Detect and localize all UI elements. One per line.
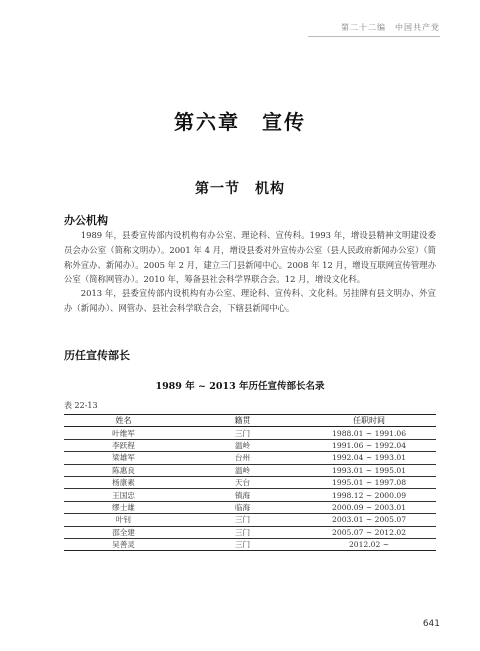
cell-term: 2005.07 ~ 2012.02 [302, 526, 436, 538]
cell-name: 缪士雄 [64, 501, 183, 513]
cell-origin: 温岭 [183, 464, 302, 476]
cell-name: 李跃程 [64, 439, 183, 451]
table-row [64, 464, 436, 476]
column-header-name: 姓名 [64, 415, 183, 427]
cell-term: 1988.01 ~ 1991.06 [302, 427, 436, 439]
table-number: 表 22-13 [64, 401, 98, 410]
cell-term: 1993.01 ~ 1995.01 [302, 464, 436, 476]
cell-origin: 临海 [183, 501, 302, 513]
paragraph-1 [64, 228, 436, 287]
table-row [64, 538, 436, 550]
cell-origin: 三门 [183, 538, 302, 550]
ministers-table [64, 414, 436, 551]
cell-name: 叶钊 [64, 514, 183, 526]
cell-name: 叶维军 [64, 427, 183, 439]
subhead-ministers: 历任宣传部长 [64, 349, 130, 362]
cell-name: 梁雄军 [64, 452, 183, 464]
page-number: 641 [422, 619, 440, 629]
cell-origin: 温岭 [183, 439, 302, 451]
paragraph-2 [64, 286, 436, 316]
table-title: 1989 年 ~ 2013 年历任宣传部长名录 [155, 381, 325, 392]
subhead-office: 办公机构 [64, 214, 108, 227]
table-header-row [64, 415, 436, 427]
cell-origin: 镇海 [183, 489, 302, 501]
cell-origin: 天台 [183, 476, 302, 488]
cell-term: 2000.09 ~ 2003.01 [302, 501, 436, 513]
cell-term: 1998.12 ~ 2000.09 [302, 489, 436, 501]
cell-term: 2003.01 ~ 2005.07 [302, 514, 436, 526]
table-row [64, 514, 436, 526]
cell-origin: 三门 [183, 514, 302, 526]
running-head: 第二十二编 中国共产党 [341, 23, 440, 32]
cell-term: 1992.04 ~ 1993.01 [302, 452, 436, 464]
table-row [64, 476, 436, 488]
cell-name: 吴善灵 [64, 538, 183, 550]
table-row [64, 439, 436, 451]
section-title: 第一节 机构 [195, 181, 285, 197]
paragraph-text: 1989 年，县委宣传部内设机构有办公室、理论科、宣传科。1993 年，增设县精神文明建设委员会办公室（简称文明办）。2001 年 4 月，增设县委对外宣传办公室（县人民政府新闻办公室）（简称外宣办、新闻办）。2005 年 2 月，建立三门县新闻中心。2008 年 12 月，增设互联网宣传管理办公室（简称网管办）。2010 年，筹备县社会科学界联合会。12 月，增设文化科。 [64, 230, 436, 285]
cell-term: 2012.02 ~ [302, 538, 436, 550]
cell-term: 1995.01 ~ 1997.08 [302, 476, 436, 488]
cell-origin: 三门 [183, 427, 302, 439]
cell-origin: 三门 [183, 526, 302, 538]
table-row [64, 452, 436, 464]
paragraph-text: 2013 年，县委宣传部内设机构有办公室、理论科、宣传科、文化科。另挂牌有县文明办、外宣办（新闻办）、网管办、县社会科学联合会，下辖县新闻中心。 [64, 288, 436, 313]
header-rule [308, 36, 440, 37]
cell-name: 陈惠良 [64, 464, 183, 476]
cell-name: 邵全建 [64, 526, 183, 538]
table-row [64, 427, 436, 439]
cell-origin: 台州 [183, 452, 302, 464]
table-row [64, 526, 436, 538]
cell-name: 杨康素 [64, 476, 183, 488]
cell-name: 王国忠 [64, 489, 183, 501]
table-row [64, 501, 436, 513]
chapter-title: 第六章 宣传 [174, 110, 306, 134]
table-row [64, 489, 436, 501]
column-header-term: 任职时间 [302, 415, 436, 427]
column-header-origin: 籍贯 [183, 415, 302, 427]
cell-term: 1991.06 ~ 1992.04 [302, 439, 436, 451]
